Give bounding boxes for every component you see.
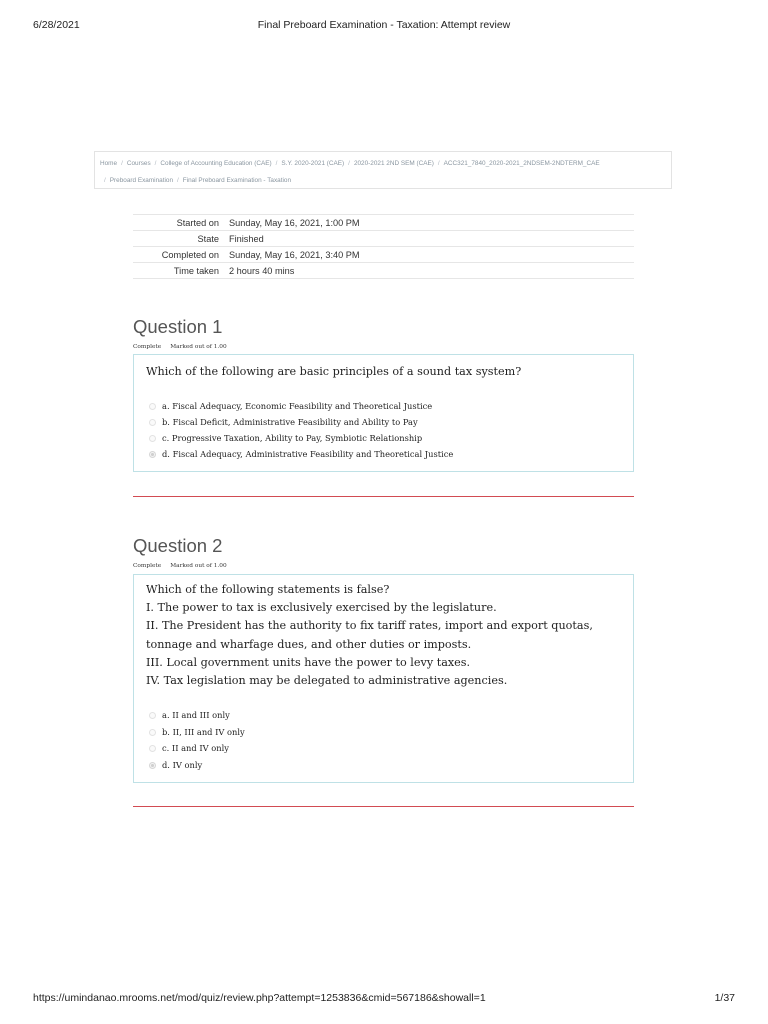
question-1-option-b[interactable] [149,416,418,428]
summary-value: 2 hours 40 mins [229,263,634,279]
radio-button[interactable] [149,419,156,426]
print-header [0,0,768,40]
summary-label: State [133,231,229,247]
question-1-title: Question 1 [133,316,223,337]
summary-value: Sunday, May 16, 2021, 3:40 PM [229,247,634,263]
breadcrumb-item-semester[interactable]: 2020-2021 2ND SEM (CAE) [353,160,434,167]
breadcrumb-line-1 [100,155,665,172]
summary-row [133,247,634,263]
summary-label: Completed on [133,247,229,263]
option-label: a. II and III only [162,710,230,720]
breadcrumb-separator: / [348,160,350,167]
breadcrumb-item-quiz[interactable]: Final Preboard Examination - Taxation [182,177,292,184]
breadcrumb [94,151,672,189]
radio-button[interactable] [149,745,156,752]
breadcrumb-item-home[interactable]: Home [100,160,118,167]
question-text-line: II. The President has the authority to fix tariff rates, import and export quotas, tonnage and wharfage dues, and other duties or imposts. [146,619,593,651]
breadcrumb-item-courses[interactable]: Courses [126,160,151,167]
option-label: c. II and IV only [162,743,229,753]
option-label: c. Progressive Taxation, Ability to Pay, Symbiotic Relationship [162,433,423,443]
question-2-box [133,574,634,783]
question-2-option-c[interactable] [149,742,229,754]
question-divider [133,496,634,497]
option-label: b. Fiscal Deficit, Administrative Feasibility and Ability to Pay [162,417,418,427]
summary-row [133,215,634,231]
summary-label: Started on [133,215,229,231]
option-label: a. Fiscal Adequacy, Economic Feasibility and Theoretical Justice [162,401,433,411]
breadcrumb-separator: / [437,160,440,167]
option-label: d. IV only [162,760,203,770]
question-1-info [133,344,227,350]
question-status: Complete [133,344,162,350]
breadcrumb-line-2 [100,172,665,189]
breadcrumb-separator: / [275,160,278,167]
radio-button[interactable] [149,712,156,719]
question-marks: Marked out of 1.00 [170,344,227,350]
radio-button[interactable] [149,403,156,410]
radio-button[interactable] [149,729,156,736]
breadcrumb-item-school-year[interactable]: S.Y. 2020-2021 (CAE) [281,160,345,167]
breadcrumb-separator: / [154,160,157,167]
radio-button[interactable] [149,435,156,442]
question-status: Complete [133,563,162,569]
question-2-text [146,581,623,690]
breadcrumb-item-section[interactable]: Preboard Examination [109,177,174,184]
question-2-option-a[interactable] [149,709,230,721]
breadcrumb-separator: / [104,177,106,184]
summary-row [133,231,634,247]
question-text-line: III. Local government units have the power to levy taxes. [146,655,471,669]
breadcrumb-separator: / [121,160,123,167]
question-1-text [146,363,623,381]
question-1-option-c[interactable] [149,432,422,444]
question-text-line: Which of the following are basic principles of a sound tax system? [146,365,522,378]
question-text-line: Which of the following statements is false? [146,583,390,596]
option-label: b. II, III and IV only [162,727,245,737]
print-date: 6/28/2021 [33,19,80,31]
question-divider [133,806,634,807]
question-1-option-a[interactable] [149,400,432,412]
print-title: Final Preboard Examination - Taxation: Attempt review [257,19,511,31]
breadcrumb-item-course[interactable]: ACC321_7840_2020-2021_2NDSEM-2NDTERM_CAE [443,160,600,167]
breadcrumb-item-college[interactable]: College of Accounting Education (CAE) [160,160,272,167]
question-1-box [133,354,634,472]
option-label: d. Fiscal Adequacy, Administrative Feasibility and Theoretical Justice [162,449,454,459]
question-2-option-d[interactable] [149,759,202,771]
question-text-line: IV. Tax legislation may be delegated to administrative agencies. [146,674,508,688]
breadcrumb-separator: / [177,177,179,184]
print-footer-page-number: 1/37 [714,992,735,1004]
question-2-title: Question 2 [133,535,223,556]
question-2-info [133,563,227,569]
question-1-option-d[interactable] [149,448,453,460]
question-marks: Marked out of 1.00 [170,563,227,569]
attempt-summary-table [133,214,634,279]
radio-button-selected[interactable] [149,451,156,458]
summary-value: Finished [229,231,634,247]
question-2-option-b[interactable] [149,726,245,738]
question-text-line: I. The power to tax is exclusively exercised by the legislature. [146,601,497,615]
summary-value: Sunday, May 16, 2021, 1:00 PM [229,215,634,231]
radio-button-selected[interactable] [149,762,156,769]
summary-row [133,263,634,279]
summary-label: Time taken [133,263,229,279]
print-footer-url: https://umindanao.mrooms.net/mod/quiz/review.php?attempt=1253836&cmid=567186&showall=1 [33,992,486,1004]
